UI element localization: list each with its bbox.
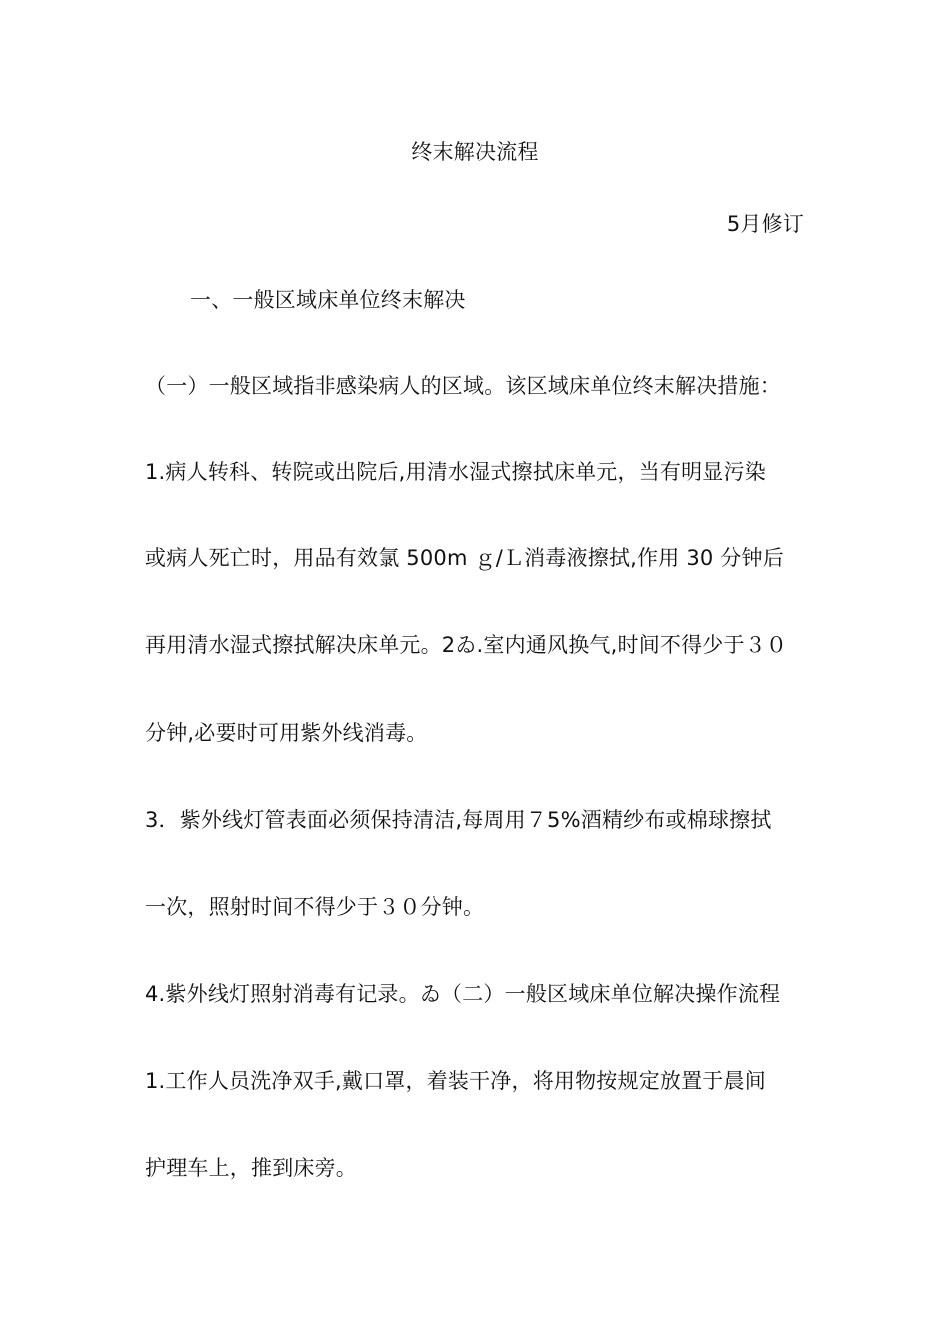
paragraph-line: （一）一般区域指非感染病人的区域。该区域床单位终末解决措施： — [145, 374, 781, 398]
paragraph-line: 1.工作人员洗净双手,戴口罩，着装干净，将用物按规定放置于晨间 — [145, 1069, 766, 1093]
paragraph-line: 护理车上，推到床旁。 — [145, 1156, 357, 1180]
paragraph-line: 分钟,必要时可用紫外线消毒。 — [145, 721, 428, 745]
paragraph-line: 一次，照射时间不得少于３０分钟。 — [145, 895, 485, 919]
paragraph-line: 再用清水湿式擦拭解决床单元。2ゐ.室内通风换气,时间不得少于３０ — [145, 633, 788, 657]
paragraph-line: 3．紫外线灯管表面必须保持清洁,每周用７5%酒精纱布或棉球擦拭 — [145, 808, 772, 832]
paragraph-line: 4.紫外线灯照射消毒有记录。ゐ（二）一般区域床单位解决操作流程 — [145, 982, 781, 1006]
section-heading: 一、一般区域床单位终末解决 — [190, 288, 466, 312]
paragraph-line: 1.病人转科、转院或出院后,用清水湿式擦拭床单元，当有明显污染 — [145, 460, 766, 484]
revision-date: 5月修订 — [726, 212, 804, 236]
document-title: 终末解决流程 — [411, 140, 539, 164]
paragraph-line: 或病人死亡时，用品有效氯 500m ｇ/Ｌ消毒液擦拭,作用 30 分钟后 — [145, 546, 784, 570]
